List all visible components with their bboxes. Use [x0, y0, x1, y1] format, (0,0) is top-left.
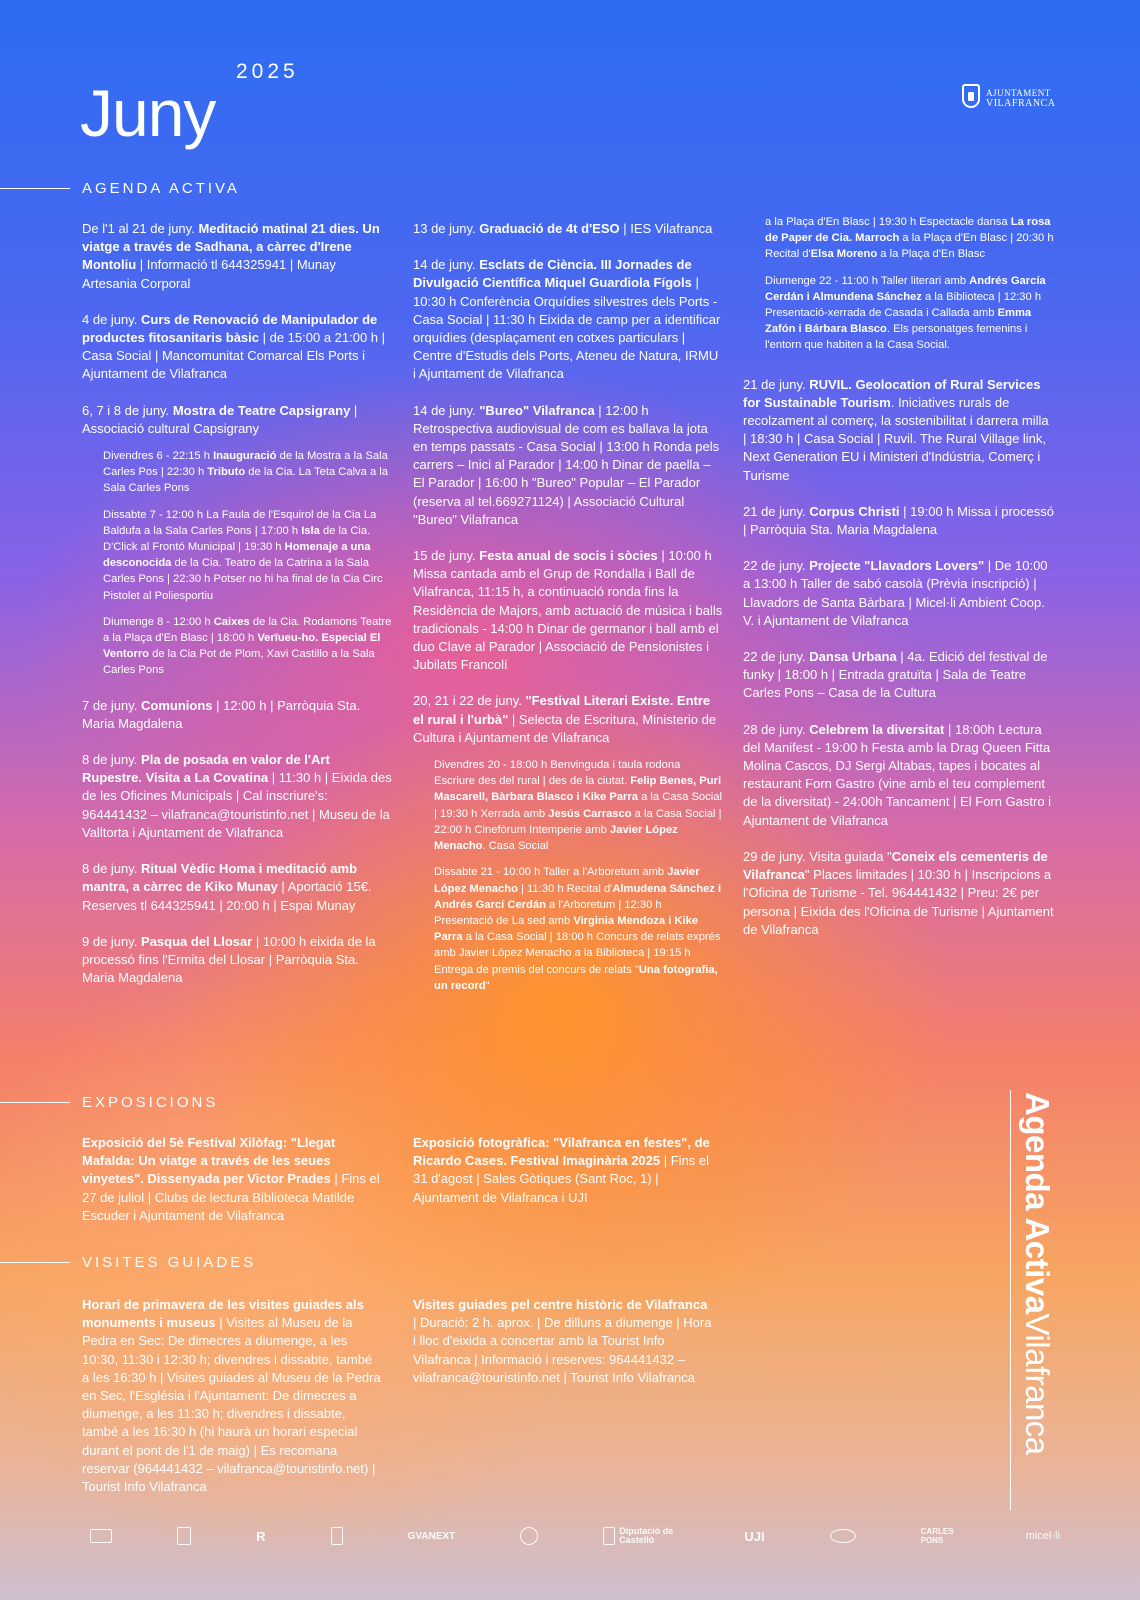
- agenda-column-1: [82, 220, 392, 1005]
- event-sub-item: Divendres 6 - 22:15 h Inauguració de la Mostra a la Sala Carles Pos | 22:30 h Tributo de la Cia. La Teta Calva a la Sala Carles Pons: [103, 450, 389, 495]
- event-item: 8 de juny. Pla de posada en valor de l'Art Rupestre. Visita a La Covatina | 11:30 h | Eixida des de les Oficines Municipals | Cal inscriure's: 964441432 – vilafranca@touristinfo.net | Museu de la Valltorta i Ajuntament de Vilafranca: [82, 752, 392, 840]
- event-item: 13 de juny. Graduació de 4t d'ESO | IES Vilafranca: [413, 221, 713, 236]
- ajuntament-logo[interactable]: [962, 84, 1062, 122]
- event-item: 22 de juny. Dansa Urbana | 4a. Edició del festival de funky | 18:00 h | Entrada gratuïta | Sala de Teatre Carles Pons – Casa de la Cultura: [743, 649, 1048, 701]
- event-item: De l'1 al 21 de juny. Meditació matinal 21 dies. Un viatge a través de Sadhana, a càrrec d'Irene Montoliu | Informació tl 644325941 | Munay Artesania Corporal: [82, 221, 380, 291]
- event-item: 21 de juny. RUVIL. Geolocation of Rural Services for Sustainable Tourism. Iniciatives rurals de recolzament al comerç, la sostenibilitat i darrera milla | 18:30 h | Casa Social | Ruvil. The Rural Village link, Next Generation EU i Ministeri d'Indústria, Comerç i Turisme: [743, 376, 1049, 483]
- event-item: 20, 21 i 22 de juny. "Festival Literari Existe. Entre el rural i l'urbà" | Selecta de Escritura, Ministerio de Cultura i Ajuntament de Vilafranca: [413, 693, 717, 745]
- event-sub-item: Diumenge 22 - 11:00 h Taller literari amb Andrés García Cerdán i Almundena Sánchez a la Biblioteca | 12:30 h Presentació-xerrada de Casada i Callada amb Emma Zafón i Bárbara Blasco. Els personatges femenins i l'entorn que habiten a la Casa Social.: [765, 274, 1046, 352]
- event-item: 9 de juny. Pasqua del Llosar | 10:00 h eixida de la processó fins l'Ermita del Llosar | Parròquia Sta. Maria Magdalena: [82, 933, 376, 986]
- visita-item: Horari de primavera de les visites guiades als monuments i museus | Visites al Museu de la Pedra en Sec: De dimecres a diumenge, a les 10:30, 11:30 i 12:30 h; divendres i dissabte, també a les 16:30 h | Visites guiades al Museu de la Pedra en Sec, l'Església i l'Ajuntament: De dimecres a diumenge, a les 11:30 h; divendres i dissabte, també a les 16:30 h (hi haurà un horari especial durant el pont de l'1 de maig) | Es recomana reservar (964441432 – vilafranca@touristinfo.net) | Tourist Info Vilafranca: [82, 1297, 381, 1495]
- event-item: 14 de juny. "Bureo" Vilafranca | 12:00 h Retrospectiva audiovisual de com es ballava la jota en temps passats - Casa Social | 13:00 h Ronda pels carrers – Inici al Parador | 14:00 h Dinar de paella – El Parador | 16:00 h "Bureo" Popular – El Parador (reserva al tel.669271124) | Associació Cultural "Bureo" Vilafranca: [413, 402, 720, 527]
- event-sub-item: Dissabte 21 - 10:00 h Taller a l'Arboretum amb Javier López Menacho | 11:30 h Recital d'Almudena Sánchez i Andrés Garcí Cerdán a l'Arboretum | 12:30 h Presentació de La sed amb Virginia Mendoza i Kike Parra a la Casa Social | 18:00 h Concurs de relats exprés amb Javier López Menacho a la Biblioteca | 19:15 h Entrega de premis del concurs de relats "Una fotografia, un record": [434, 866, 722, 992]
- section-title-visites: VISITES GUIADES: [82, 1254, 257, 1271]
- header-month: Juny: [80, 76, 216, 150]
- exposicio-item: Exposició del 5è Festival Xilòfag: "Llegat Mafalda: Un viatge a través de les seues vinyetes". Dissenyada per Victor Prades | Fins el 27 de juliol | Clubs de lectura Biblioteca Matilde Escuder i Ajuntament de Vilafranca: [82, 1135, 380, 1223]
- event-item: 4 de juny. Curs de Renovació de Manipulador de productes fitosanitaris bàsic | de 15:00 a 21:00 h | Casa Social | Mancomunitat Comarcal Els Ports i Ajuntament de Vilafranca: [82, 311, 386, 382]
- event-item: 6, 7 i 8 de juny. Mostra de Teatre Capsigrany | Associació cultural Capsigrany: [82, 402, 358, 436]
- agenda-column-2: [413, 220, 723, 1004]
- event-item: 21 de juny. Corpus Christi | 19:00 h Missa i processó | Parròquia Sta. Maria Magdalena: [743, 503, 1054, 538]
- header-year: 2025: [236, 60, 299, 83]
- side-title-rule: [1010, 1090, 1011, 1510]
- recovery-plan-icon: R: [256, 1528, 266, 1544]
- visita-item: Visites guiades pel centre històric de Vilafranca | Duració: 2 h. aprox. | De dilluns a diumenge | Hora i lloc d'eixida a concertar amb la Tourist Info Vilafranca | Informació i reserves: 964441432 – vilafranca@touristinfo.net | Tourist Info Vilafranca: [413, 1297, 712, 1385]
- event-item: 22 de juny. Projecte "Llavadors Lovers" | De 10:00 a 13:00 h Taller de sabó casolà (Prèvia inscripció) | Llavadors de Santa Bàrbara | Micel·li Ambient Coop. V. i Ajuntament de Vilafranca: [743, 558, 1048, 628]
- carles-pons-icon: CARLES PONS: [920, 1527, 954, 1545]
- section-divider: [0, 188, 70, 189]
- badge-icon: [520, 1527, 538, 1545]
- eu-flag-icon: [90, 1529, 112, 1543]
- side-title-bold: Agenda Activa: [1019, 1092, 1056, 1314]
- event-sub-item: a la Plaça d'En Blasc | 19:30 h Espectacle dansa La rosa de Paper de Cia. Marroch a la Plaça d'En Blasc | 20:30 h Recital d'Elsa Moreno a la Plaça d'En Blasc: [765, 216, 1054, 261]
- event-sub-item: Divendres 20 - 18:00 h Benvinguda i taula rodona Escriure des del rural | des de la ciutat. Felip Benes, Puri Mascarell, Bàrbara Blasco i Kike Parra a la Casa Social | 19:30 h Xerrada amb Jesús Carrasco a la Casa Social | 22:00 h Cinefòrum Intemperie amb Javier López Menacho. Casa Social: [434, 759, 722, 853]
- event-item: 8 de juny. Ritual Vèdic Homa i meditació amb mantra, a càrrec de Kiko Munay | Aportació 15€. Reserves tl 644325941 | 20:00 h | Espai Munay: [82, 861, 372, 913]
- event-item: 15 de juny. Festa anual de socis i sòcies | 10:00 h Missa cantada amb el Grup de Rondalla i Ball de Vilafranca, 11:15 h, a continuació ronda fins la Residència de Majors, amb actuació de música i balls tradicionals - 14:00 h Dinar de germanor i ball amb el duo Clave al Parador | Associació de Pensionistes i Jubilats Francolí: [413, 548, 723, 673]
- event-item: 29 de juny. Visita guiada "Coneix els cementeris de Vilafranca" Places limitades | 10:30 h | Inscripcions a l'Oficina de Turisme - Tel. 964441432 | Preu: 2€ per persona | Eixida des l'Oficina de Turisme | Ajuntament de Vilafranca: [743, 848, 1054, 937]
- exposicio-item: Exposició fotogràfica: "Vilafranca en festes", de Ricardo Cases. Festival Imaginària 2025 | Fins el 31 d'agost | Sales Gòtiques (Sant Roc, 1) | Ajuntament de Vilafranca i UJI: [413, 1135, 710, 1205]
- section-divider: [0, 1262, 70, 1263]
- logo-line1: AJUNTAMENT: [986, 88, 1051, 98]
- section-divider: [0, 1102, 70, 1103]
- agenda-column-3: [743, 214, 1055, 957]
- uji-icon: UJI: [744, 1528, 765, 1544]
- event-sub-item: Diumenge 8 - 12:00 h Caixes de la Cia. Rodamons Teatre a la Plaça d'En Blasc | 18:00 h Verïueu-ho. Especial El Ventorro de la Cia Pot de Plom, Xavi Castillo a la Sala Carles Pons: [103, 615, 392, 677]
- diputacio-icon: Diputació de Castelló: [603, 1527, 679, 1545]
- event-item: 28 de juny. Celebrem la diversitat | 18:00h Lectura del Manifest - 19:00 h Festa amb la Drag Queen Fitta Molina Cascos, DJ Sergi Altabas, tapes i bocates al restaurant Forn Gastro (vine amb el teu complement de la diversitat) - 24:00h Tancament | El Forn Gastro i Ajuntament de Vilafranca: [743, 721, 1052, 828]
- event-item: 7 de juny. Comunions | 12:00 h | Parròquia Sta. Maria Magdalena: [82, 697, 361, 731]
- shield-crest-icon: [962, 84, 980, 108]
- event-item: 14 de juny. Esclats de Ciència. III Jornades de Divulgació Científica Miquel Guardiola Fígols | 10:30 h Conferència Orquídies silvestres dels Ports - Casa Social | 11:30 h Eixida de camp per a identificar orquídies (desplaçament en cotxes particulars | Centre d'Estudis dels Ports, Ateneu de Natura, IRMU i Ajuntament de Vilafranca: [413, 257, 721, 382]
- spain-crest-icon: [177, 1527, 191, 1545]
- generalitat-icon: [331, 1527, 343, 1545]
- side-title: [1016, 1092, 1056, 1512]
- section-title-agenda: AGENDA ACTIVA: [82, 180, 240, 197]
- agencia-icon: [830, 1529, 856, 1543]
- logo-line2: VILAFRANCA: [986, 98, 1056, 109]
- miceli-icon: micel·li: [1025, 1529, 1060, 1542]
- event-sub-item: Dissabte 7 - 12:00 h La Faula de l'Esquirol de la Cia La Baldufa a la Sala Carles Pons | 17:00 h Isla de la Cia. D'Click al Frontó Municipal | 19:30 h Homenaje a una desconocida de la Cia. Teatro de la Catrina a la Sala Carles Pons | 22:30 h Potser no hi ha final de la Cia Circ Pistolet al Poliesportiu: [103, 508, 383, 602]
- sponsor-logos: [90, 1522, 1060, 1550]
- section-title-exposicions: EXPOSICIONS: [82, 1094, 219, 1111]
- gvanext-icon: GVANEXT: [407, 1530, 456, 1542]
- side-title-light: Vilafranca: [1019, 1313, 1056, 1455]
